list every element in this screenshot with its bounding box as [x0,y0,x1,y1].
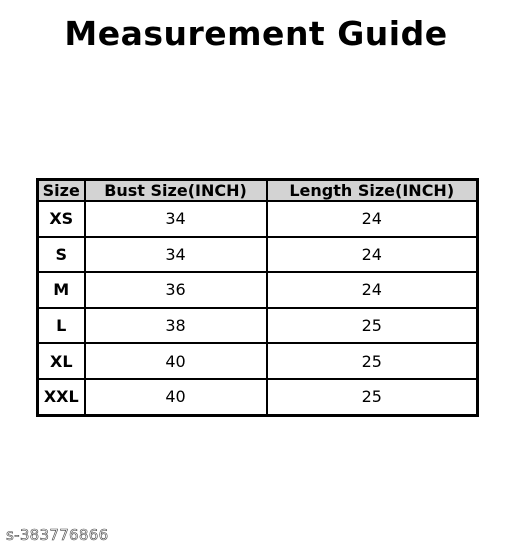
header-length-size: Length Size(INCH) [267,180,478,202]
table-row [38,272,478,308]
page-title: Measurement Guide [64,14,448,53]
table-row [38,237,478,273]
table-row [38,379,478,416]
length-cell: 25 [267,343,478,379]
size-cell: L [38,308,85,344]
bust-cell: 40 [85,379,267,416]
bust-cell: 34 [85,201,267,237]
bust-cell: 36 [85,272,267,308]
measurement-table [36,178,479,417]
length-cell: 24 [267,201,478,237]
table-row [38,201,478,237]
size-cell: S [38,237,85,273]
size-cell: XL [38,343,85,379]
size-cell: XXL [38,379,85,416]
length-cell: 24 [267,237,478,273]
header-size: Size [38,180,85,202]
bust-cell: 38 [85,308,267,344]
table-header-row [38,180,478,202]
header-bust-size: Bust Size(INCH) [85,180,267,202]
length-cell: 24 [267,272,478,308]
table-row [38,308,478,344]
length-cell: 25 [267,308,478,344]
size-cell: M [38,272,85,308]
length-cell: 25 [267,379,478,416]
watermark: s-383776866 [6,526,109,544]
bust-cell: 34 [85,237,267,273]
bust-cell: 40 [85,343,267,379]
table-row [38,343,478,379]
size-cell: XS [38,201,85,237]
